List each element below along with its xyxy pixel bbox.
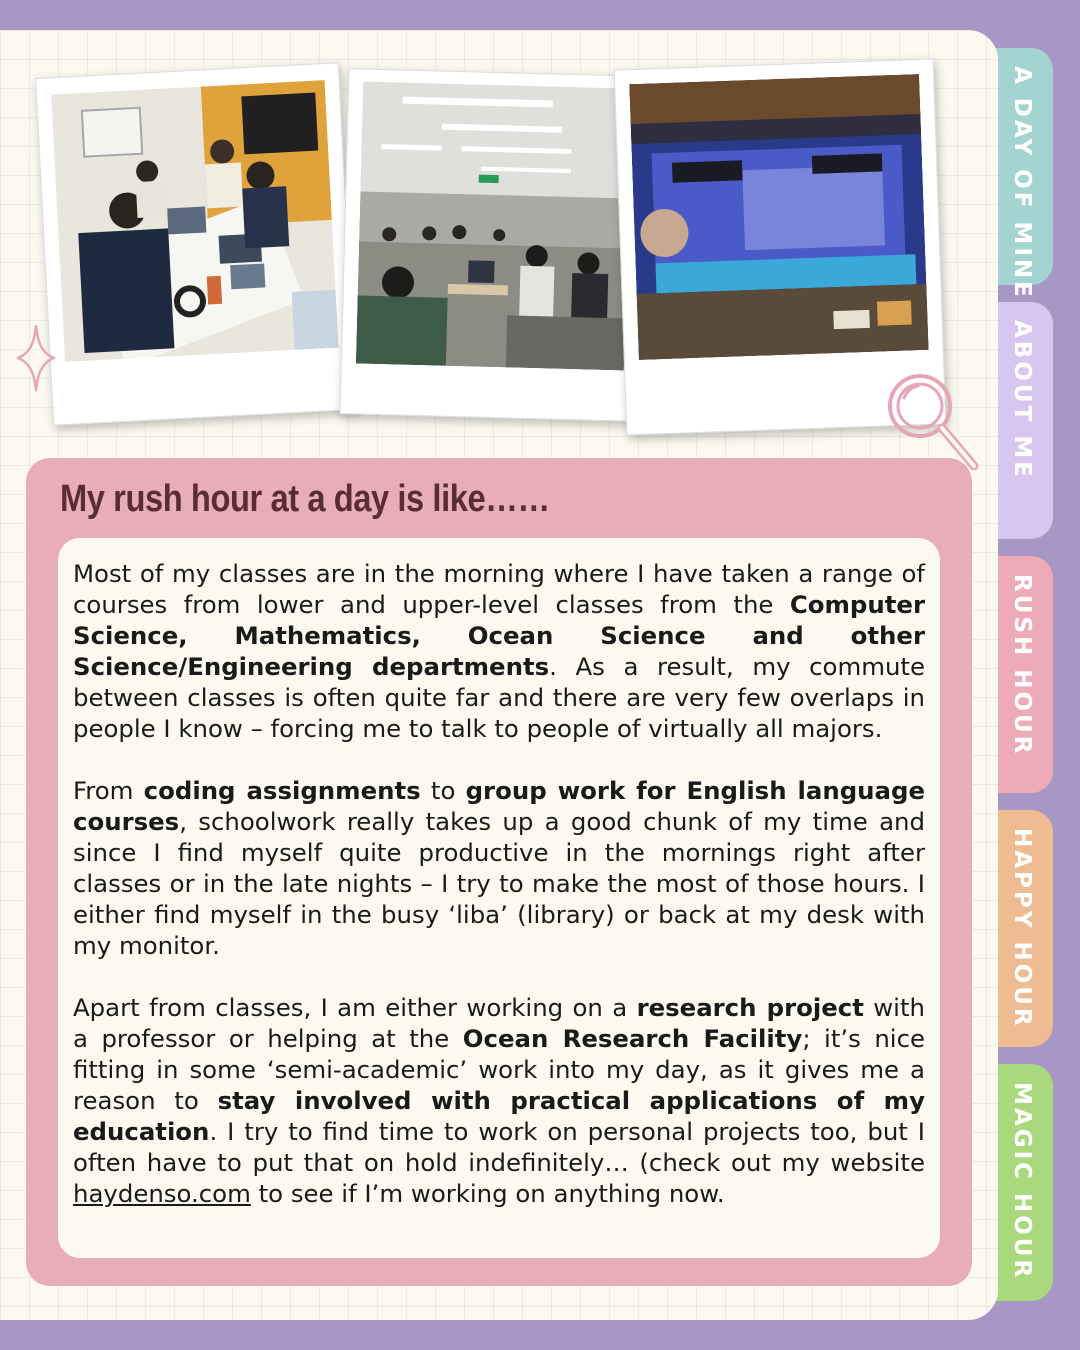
rush-hour-card xyxy=(26,458,972,1286)
polaroid-library xyxy=(340,68,647,422)
paragraph-text: with a professor or helping at the xyxy=(73,993,925,1053)
photo-group-study xyxy=(51,80,339,362)
paragraph-text: to xyxy=(420,776,466,805)
paragraph-text: to see if I’m working on anything now. xyxy=(250,1179,725,1208)
tab-label: A DAY OF MINE xyxy=(1009,66,1035,300)
highlight-text: group work for English language courses xyxy=(73,776,925,836)
highlight-text: coding assignments xyxy=(143,776,421,805)
paragraph-text: From xyxy=(73,776,144,805)
highlight-text: Computer Science, Mathematics, Ocean Science and other Science/Engineering departments xyxy=(73,590,925,681)
paragraph-text: , schoolwork really takes up a good chunk of my time and since I find myself quite productive in the mornings right after classes or in the late nights – I try to make the most of those hours. I either find myself in the busy ‘liba’ (library) or back at my desk with my monitor. xyxy=(73,807,925,960)
paragraph-text: . As a result, my commute between classes is often quite far and there are very few overlaps in people I know – forcing me to talk to people of virtually all majors. xyxy=(73,652,925,743)
polaroid-group-study xyxy=(35,62,357,425)
tab-label: ABOUT ME xyxy=(1009,320,1035,480)
highlight-text: Ocean Research Facility xyxy=(462,1024,803,1053)
website-link[interactable]: haydenso.com xyxy=(73,1179,251,1208)
paragraph-text: Most of my classes are in the morning where I have taken a range of courses from lower and upper-level classes from the xyxy=(73,559,925,619)
photo-ocean-research xyxy=(629,74,928,360)
body-paragraph xyxy=(73,992,925,1209)
body-text xyxy=(73,558,925,1209)
highlight-text: research project xyxy=(636,993,864,1022)
paragraph-text: . I try to find time to work on personal projects too, but I often have to put that on hold indefinitely… (check out my website xyxy=(73,1117,925,1177)
highlight-text: stay involved with practical applications of my education xyxy=(73,1086,925,1146)
sparkle-icon xyxy=(14,322,58,394)
photo-library xyxy=(356,82,631,371)
body-paragraph xyxy=(73,775,925,961)
paragraph-text: Apart from classes, I am either working on a xyxy=(73,993,637,1022)
body-paragraph xyxy=(73,558,925,744)
tab-label: MAGIC HOUR xyxy=(1009,1082,1035,1281)
tab-label: HAPPY HOUR xyxy=(1009,828,1035,1029)
card-title: My rush hour at a day is like…… xyxy=(60,478,550,520)
text-panel xyxy=(58,538,940,1258)
paragraph-text: ; it’s nice fitting in some ‘semi-academic’ work into my day, as it gives me a reason to xyxy=(73,1024,925,1115)
notebook-page xyxy=(0,30,998,1320)
tab-label: RUSH HOUR xyxy=(1009,574,1035,757)
